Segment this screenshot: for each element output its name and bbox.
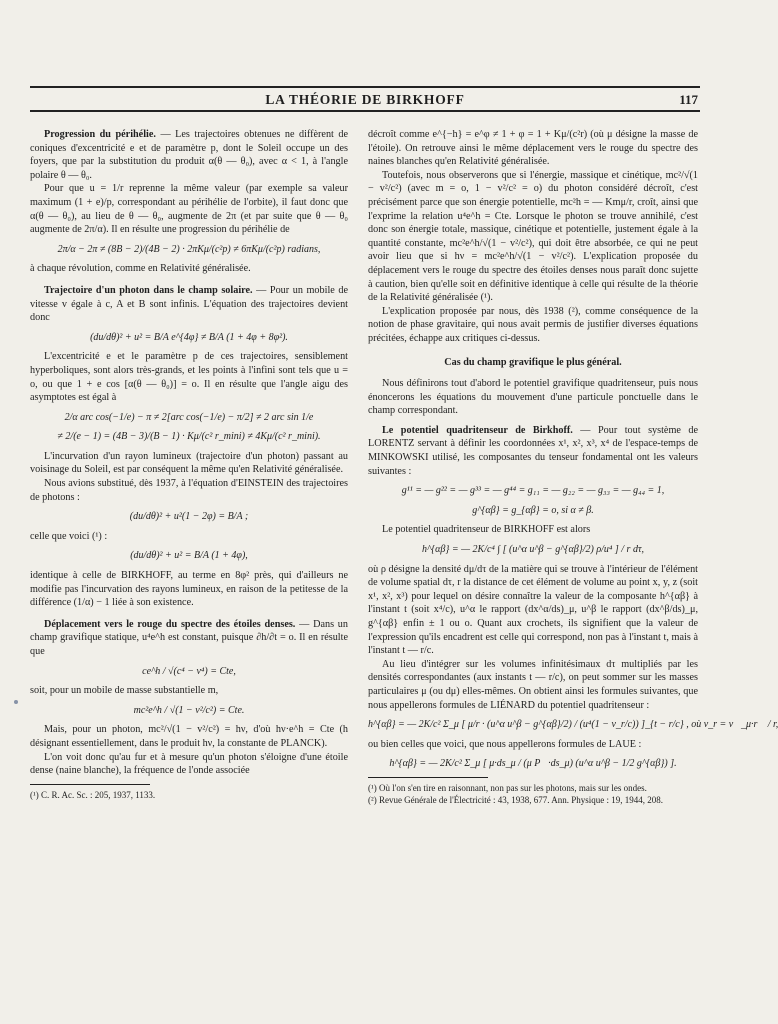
footnote-2: (²) Revue Générale de l'Électricité : 43, 1938, 677. Ann. Physique : 19, 1944, 208.: [368, 794, 664, 805]
paragraph: — Pour un mobile de vitesse v égale à c, A et B sont infinis. L'équation des trajectoires devient donc: [30, 284, 348, 324]
equation-asymptote-1: 2/α arc cos(−1/e) − π ≠ 2[arc cos(−1/e) − π/2] ≠ 2 arc sin 1/e: [64, 411, 314, 423]
equation-metric-1: g¹¹ = — g²² = — g³³ = — g⁴⁴ = g₁₁ = — g₂₂ = — g₃₃ = — g₄₄ = 1,: [401, 485, 665, 497]
paragraph: L'on voit donc qu'au fur et à mesure qu'un photon s'éloigne d'une étoile dense (naine blanche), la fréquence de l'onde associée: [30, 751, 348, 777]
equation-metric-2: g^{αβ} = g_{αβ} = o, si α ≠ β.: [472, 504, 594, 516]
footnote-rule: [368, 777, 488, 778]
section-title-redshift: Déplacement vers le rouge du spectre des étoiles denses.: [44, 618, 296, 630]
ink-spot: [14, 700, 18, 704]
equation-einstein: (du/dθ)² + u²(1 − 2φ) = B/A ;: [129, 511, 249, 523]
equation-photon: (du/dθ)² + u² = B/A e^{4φ} ≠ B/A (1 + 4φ + 8φ²).: [90, 331, 288, 343]
left-column: [30, 128, 348, 801]
equation-potential-integral: h^{αβ} = — 2K/c⁴ ∫ [ (u^α u^β − g^{αβ}/2) ρ/u⁴ ] / r dτ,: [421, 544, 645, 556]
paragraph: Pour que u = 1/r reprenne la même valeur (par exemple sa valeur maximum (1 + e)/p, correspondant au périhélie de l'orbite), il faut donc que α(θ — θ₀), au lieu de θ — θ₀, augmente de 2π (et par suite que θ — θ₀ augmente de 2π/α). Il en résulte une progression du périhélie de: [30, 183, 348, 236]
paragraph: Nous avions substitué, dès 1937, à l'équation d'EINSTEIN des trajectoires de photons :: [30, 478, 348, 503]
paragraph: à chaque révolution, comme en Relativité généralisée.: [30, 263, 251, 275]
paragraph: ou bien celles que voici, que nous appellerons formules de LAUE :: [368, 738, 642, 750]
equation-lienard: h^{αβ} = — 2K/c² Σ_μ [ μ/r · (u^α u^β − g^{αβ}/2) / (u⁴(1 − v_r/c)) ]_{t − r/c} , où v_r = v⃗_μ·r⃗ / r,: [368, 719, 778, 731]
equation-laue: h^{αβ} = — 2K/c² Σ_μ [ μ·ds_μ / (μ P⃗·ds_μ) (u^α u^β − 1/2 g^{αβ}) ].: [389, 758, 677, 770]
paragraph: Au lieu d'intégrer sur les volumes infinitésimaux dτ multipliés par les densités correspondantes (aux instants t — r/c), on peut sommer sur les masses particulaires μ (ou dμ) elles-mêmes. On obtient ainsi les formules suivantes, que nous appellerons formules de LIÉNARD du potentiel quadritenseur :: [368, 658, 698, 711]
paragraph: Toutefois, nous observerons que si l'énergie, massique et cinétique, mc²/√(1 − v²/c²) (avec m = o, 1 − v²/c² = o) du photon considéré décroît, c'est précisément parce que son énergie potentielle, mc²h = — Kmμ/r, croît, ainsi que l'exprime la relation u⁴e^h = Cte. Lorsque le photon se trouve annihilé, c'est donc son énergie totale, massique, cinétique et potentielle, justement égale à la quantité constante, mc²e^h/√(1 − v²/c²), qui doit être absorbée, ce qui ne peut avoir lieu que si hν = mc²e^h/√(1 − v²/c²). L'explication proposée du déplacement vers le rouge du spectre des étoiles denses nous paraît donc sujette à caution, bien qu'elle soit en définitive identique à celle qui résulte de la théorie de la Relativité généralisée (¹).: [368, 169, 698, 304]
footnote-rule: [30, 784, 150, 785]
equation-perihelion: 2π/α − 2π ≠ (8B − 2)/(4B − 2) · 2πKμ/(c²p) ≠ 6πKμ/(c²p) radians,: [57, 243, 321, 255]
section-heading-general-field: Cas du champ gravifique le plus général.: [444, 356, 622, 368]
paragraph: décroît comme e^{−h} = e^φ ≠ 1 + φ = 1 + Kμ/(c²r) (où μ désigne la masse de l'étoile). On retrouve ainsi le même déplacement vers le rouge du spectre des naines blanches qu'en Relativité généralisée.: [368, 129, 698, 168]
paragraph: Le potentiel quadritenseur de BIRKHOFF est alors: [382, 524, 591, 536]
header-rule-bottom: [30, 110, 700, 112]
paragraph: Nous définirons tout d'abord le potentiel gravifique quadritenseur, puis nous énoncerons les équations du mouvement d'une particule ponctuelle dans le champ correspondant.: [368, 378, 698, 417]
paragraph: identique à celle de BIRKHOFF, au terme en 8φ² près, qui d'ailleurs ne modifie pas l'incurvation des rayons lumineux, en raison de la petitesse de la différence (1/α) − 1 liée à son existence.: [30, 570, 348, 609]
paragraph: L'incurvation d'un rayon lumineux (trajectoire d'un photon) passant au voisinage du Soleil, est par conséquent la même qu'en Relativité généralisée.: [30, 450, 348, 476]
paragraph: L'excentricité e et le paramètre p de ces trajectoires, sensiblement hyperboliques, sont alors très-grands, et les points à l'infini sont tels que u = o, ou que 1 + e cos [α(θ — θ₀)] = o. Il en résulte que l'angle aigu des asymptotes est égal à: [30, 351, 348, 404]
paragraph: — Dans un champ gravifique statique, u⁴e^h est constant, puisque ∂h/∂t = o. Il en résulte que: [30, 618, 348, 657]
section-title-quadritensor: Le potentiel quadritenseur de Birkhoff.: [382, 424, 573, 436]
equation-redshift-1: ce^h / √(c⁴ − v⁴) = Cte,: [142, 665, 236, 677]
page-number: 117: [679, 92, 698, 107]
equation-asymptote-2: ≠ 2/(e − 1) = (4B − 3)/(B − 1) · Kμ/(c² r_mini) ≠ 4Kμ/(c² r_mini).: [57, 431, 321, 443]
header-rule-top: [30, 86, 700, 88]
paragraph: Mais, pour un photon, mc²/√(1 − v²/c²) = hν, d'où hν·e^h = Cte (h désignant essentiellement, dans le produit hν, la constante de PLANCK).: [30, 724, 348, 749]
paragraph: celle que voici (¹) :: [30, 530, 108, 542]
paragraph: soit, pour un mobile de masse substantielle m,: [30, 685, 219, 697]
running-header-title: LA THÉORIE DE BIRKHOFF: [265, 92, 465, 107]
paragraph: — Les trajectoires obtenues ne diffèrent de coniques d'excentricité e et de paramètre p, dont le Soleil occupe un des foyers, que par la substitution du produit α(θ — θ₀), avec α < 1, à l'angle polaire θ — θ₀.: [30, 129, 348, 181]
section-title-photon: Trajectoire d'un photon dans le champ solaire.: [44, 284, 253, 296]
footnote-1: (¹) Où l'on s'en tire en raisonnant, non pas sur les photons, mais sur les ondes.: [368, 782, 647, 793]
equation-redshift-2: mc²e^h / √(1 − v²/c²) = Cte.: [133, 704, 245, 716]
paragraph: — Pour tout système de LORENTZ servant à définir les coordonnées x¹, x², x³, x⁴ de l'espace-temps de MINKOWSKI utilisé, les composantes du tenseur fondamental ont les valeurs suivantes :: [368, 424, 698, 477]
right-column: [368, 128, 778, 806]
paragraph: où ρ désigne la densité dμ/dτ de la matière qui se trouve à l'intérieur de l'élément de volume spatial dτ, r la distance de cet élément de volume au point x, y, z (soit x¹, x², x³) pour lequel on désire connaître la valeur de la composante h^{αβ} à l'instant t (soit x⁴/c), u^α le rapport (dx^α/ds)_μ, u^β le rapport (dx^β/ds)_μ, g^{αβ} enfin ± 1 ou o. Quant aux crochets, ils signifient que la valeur de l'expression qu'ils encadrent est celle qui correspond, non pas à l'instant t, mais à l'instant t — r/c.: [368, 563, 698, 657]
paragraph: L'explication proposée par nous, dès 1938 (²), comme conséquence de la notion de phase gravitaire, qui nous avait permis de justifier diverses équations précitées, échappe aux critiques ci-dessus.: [368, 305, 698, 344]
section-title-perihelion: Progression du périhélie.: [44, 129, 156, 140]
equation-ours: (du/dθ)² + u² = B/A (1 + 4φ),: [130, 550, 248, 562]
footnote: (¹) C. R. Ac. Sc. : 205, 1937, 1133.: [30, 789, 156, 800]
